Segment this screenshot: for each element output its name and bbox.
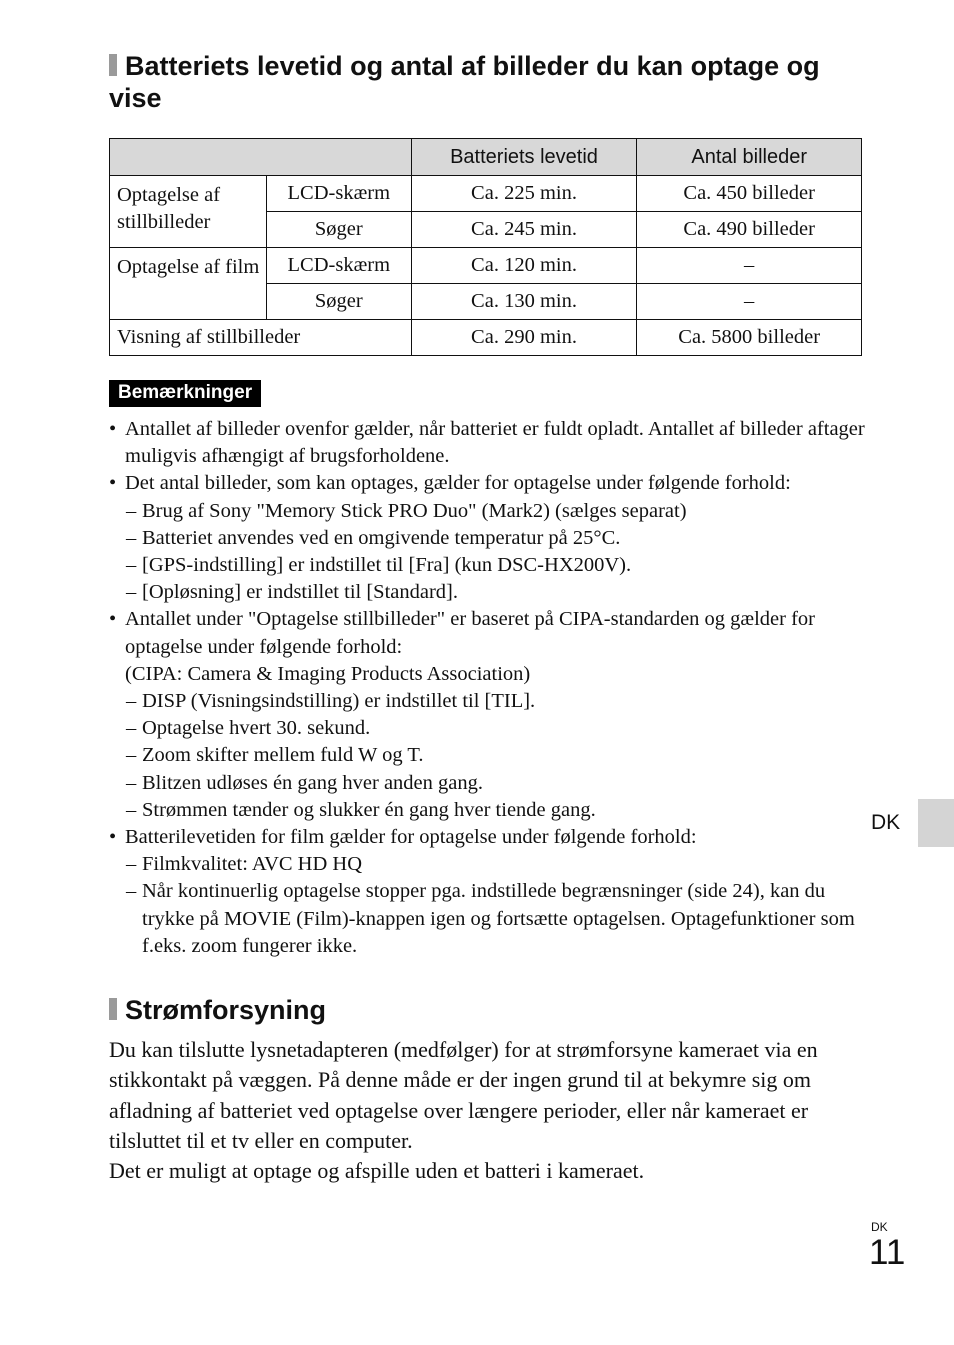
note-dash: – Filmkvalitet: AVC HD HQ [109, 851, 869, 878]
battery-table [109, 138, 862, 356]
table-cell: Ca. 225 min. [411, 176, 637, 212]
table-cell: Ca. 120 min. [411, 248, 637, 284]
note-bullet: • Antallet under "Optagelse stillbilleder" er baseret på CIPA-standarden og gælder for optagelse under følgende forhold: [109, 606, 869, 660]
table-header-empty [110, 139, 412, 176]
power-body [109, 1035, 869, 1186]
table-row [110, 248, 862, 284]
section-heading-battery [109, 50, 869, 114]
table-cell: Søger [266, 212, 411, 248]
row-group-label: Optagelse af stillbilleder [110, 176, 267, 248]
table-cell: LCD-skærm [266, 248, 411, 284]
note-dash: – Brug af Sony "Memory Stick PRO Duo" (Mark2) (sælges separat) [109, 498, 869, 525]
row-label: Visning af stillbilleder [110, 320, 412, 356]
table-header-cell: Antal billeder [637, 139, 862, 176]
section-heading-battery-text: Batteriets levetid og antal af billeder du kan optage og vise [109, 51, 820, 113]
table-row [110, 320, 862, 356]
table-cell: Ca. 290 min. [411, 320, 637, 356]
note-bullet: • Antallet af billeder ovenfor gælder, når batteriet er fuldt opladt. Antallet af billeder aftager muligvis afhængigt af brugsforholdene. [109, 416, 869, 470]
heading-marker-icon [109, 998, 117, 1020]
table-header-cell: Batteriets levetid [411, 139, 637, 176]
note-dash: – Zoom skifter mellem fuld W og T. [109, 742, 869, 769]
table-cell: – [637, 284, 862, 320]
table-cell: Ca. 450 billeder [637, 176, 862, 212]
note-dash: – Blitzen udløses én gang hver anden gang. [109, 770, 869, 797]
table-row [110, 176, 862, 212]
table-cell: Ca. 5800 billeder [637, 320, 862, 356]
note-bullet: • Batterilevetiden for film gælder for optagelse under følgende forhold: [109, 824, 869, 851]
body-paragraph: Du kan tilslutte lysnetadapteren (medfølger) for at strømforsyne kameraet via en stikkontakt på væggen. På denne måde er der ingen grund til at bekymre sig om afladning af batteriet ved optagelse over længere perioder, eller når kameraet er tilsluttet til et tv eller en computer. [109, 1037, 818, 1153]
section-heading-power-text: Strømforsyning [125, 995, 327, 1025]
heading-marker-icon [109, 54, 117, 76]
notes-list [109, 416, 869, 960]
section-heading-power [109, 993, 326, 1027]
table-cell: Ca. 130 min. [411, 284, 637, 320]
table-cell: Ca. 245 min. [411, 212, 637, 248]
table-cell: Søger [266, 284, 411, 320]
page-lang-label: DK [871, 1220, 888, 1234]
table-cell: Ca. 490 billeder [637, 212, 862, 248]
notes-badge: Bemærkninger [109, 380, 261, 407]
table-cell: LCD-skærm [266, 176, 411, 212]
note-dash: – [GPS-indstilling] er indstillet til [Fra] (kun DSC-HX200V). [109, 552, 869, 579]
table-cell: – [637, 248, 862, 284]
side-tab-label: DK [871, 811, 901, 834]
table-header-row [110, 139, 862, 176]
page-number: 11 [869, 1233, 906, 1272]
side-tab [918, 799, 954, 847]
note-dash: – [Opløsning] er indstillet til [Standard]. [109, 579, 869, 606]
note-dash: – Strømmen tænder og slukker én gang hver tiende gang. [109, 797, 869, 824]
body-paragraph: Det er muligt at optage og afspille uden et batteri i kameraet. [109, 1158, 645, 1184]
note-dash: – Batteriet anvendes ved en omgivende temperatur på 25°C. [109, 525, 869, 552]
note-dash: – DISP (Visningsindstilling) er indstillet til [TIL]. [109, 688, 869, 715]
note-bullet: • Det antal billeder, som kan optages, gælder for optagelse under følgende forhold: [109, 470, 869, 497]
note-dash: – Optagelse hvert 30. sekund. [109, 715, 869, 742]
row-group-label: Optagelse af film [110, 248, 267, 320]
note-plain: (CIPA: Camera & Imaging Products Association) [125, 662, 531, 685]
note-dash: – Når kontinuerlig optagelse stopper pga. indstillede begrænsninger (side 24), kan du trykke på MOVIE (Film)-knappen igen og fortsætte optagelsen. Optagefunktioner som f.eks. zoom fungerer ikke. [109, 878, 869, 960]
